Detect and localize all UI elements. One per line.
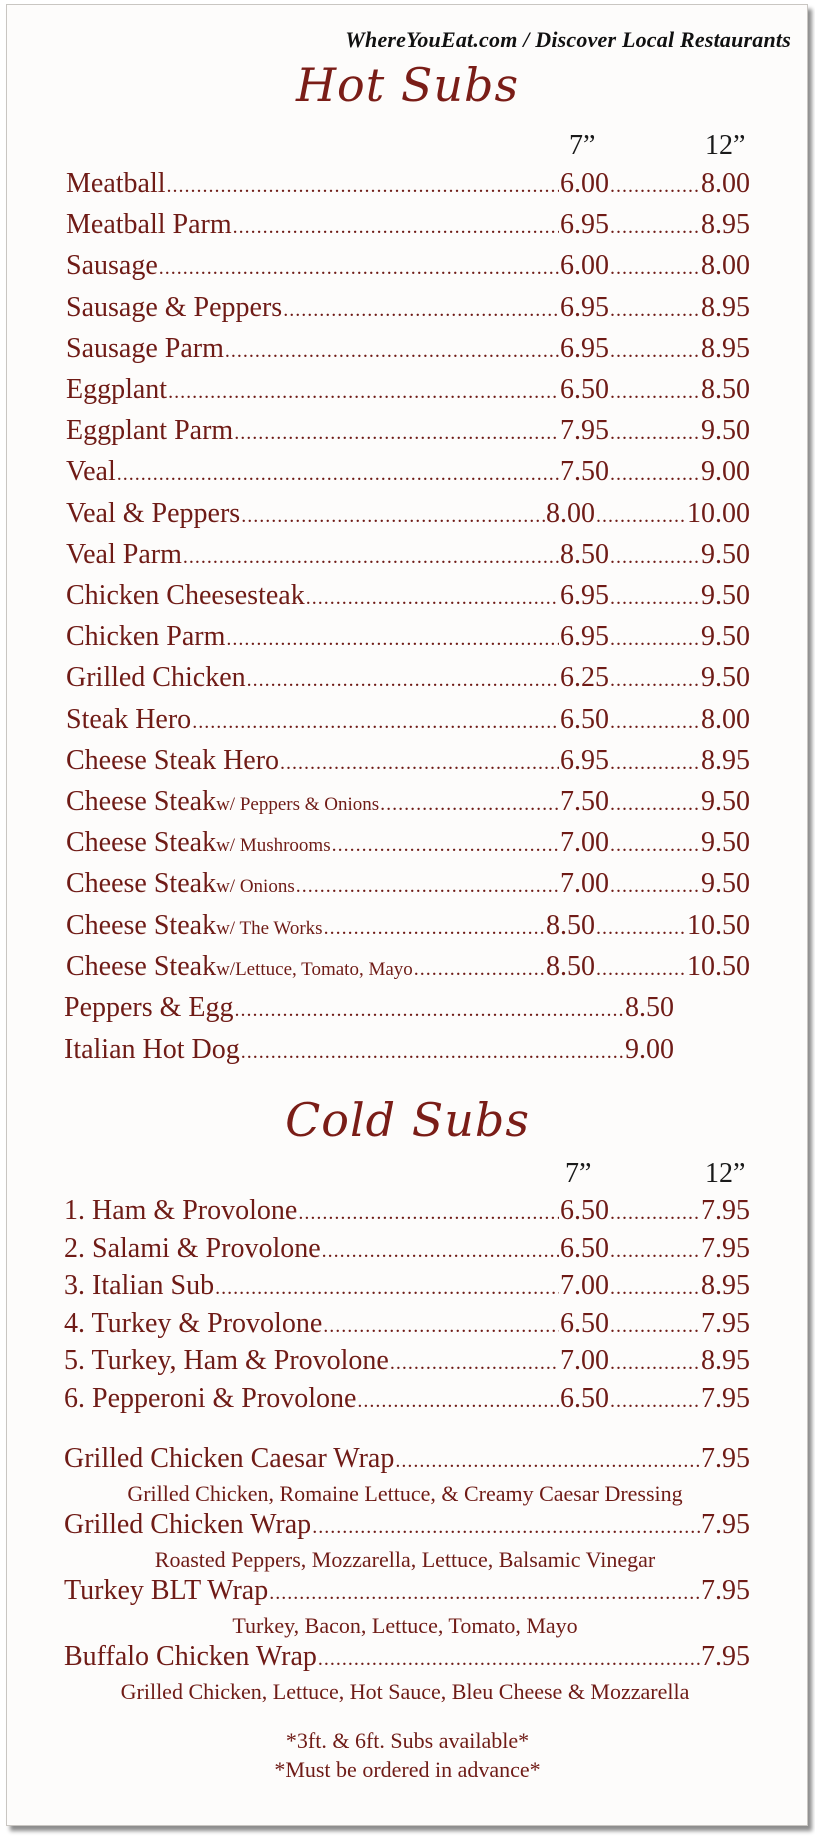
menu-item-row [64, 1345, 750, 1385]
menu-item-row [64, 992, 674, 1032]
dot-leader [610, 752, 700, 775]
item-name: Cheese Steak [66, 868, 217, 900]
item-name: Sausage [66, 250, 158, 282]
menu-item-row [66, 827, 750, 867]
item-name: Veal Parm [66, 538, 182, 570]
dot-leader [357, 1390, 559, 1413]
dot-leader [225, 340, 559, 363]
price-7in: 7.00 [560, 1345, 609, 1376]
menu-item-row [66, 745, 750, 785]
dot-leader [610, 1315, 700, 1338]
price-7in: 7.00 [560, 1270, 609, 1301]
dot-leader [610, 299, 700, 322]
dot-leader [610, 216, 700, 239]
dot-leader [610, 340, 700, 363]
cold-subs-title: Cold Subs [285, 1093, 530, 1147]
menu-item-row [66, 621, 750, 661]
dot-leader [596, 958, 686, 981]
dot-leader [234, 422, 559, 445]
menu-item-row [66, 250, 750, 290]
dot-leader [610, 669, 700, 692]
dot-leader [610, 546, 700, 569]
item-name: Cheese Steak [66, 950, 217, 982]
dot-leader [117, 463, 559, 486]
menu-item-row [66, 539, 750, 579]
menu-item-row [64, 1383, 750, 1423]
dot-leader [241, 1041, 624, 1064]
dot-leader [312, 1516, 700, 1539]
dot-leader [395, 1450, 700, 1473]
dot-leader [318, 1648, 700, 1671]
dot-leader [610, 1390, 700, 1413]
price-7in: 6.95 [560, 621, 609, 653]
dot-leader [247, 669, 559, 692]
item-name: 1. Ham & Provolone [64, 1195, 298, 1226]
price-7in: 6.50 [560, 374, 609, 405]
dot-leader [610, 381, 700, 404]
price-7in: 7.50 [560, 786, 609, 817]
dot-leader [159, 257, 559, 280]
price-12in: 8.00 [701, 250, 750, 282]
item-name: Steak Hero [66, 703, 192, 735]
dot-leader [323, 1315, 559, 1338]
item-name: 6. Pepperoni & Provolone [64, 1382, 357, 1414]
menu-item-row [64, 1233, 750, 1273]
price-12in: 7.95 [701, 1382, 750, 1414]
price-7in: 8.50 [546, 909, 595, 941]
price-7in: 6.00 [560, 168, 609, 199]
dot-leader [241, 505, 545, 528]
menu-item-row [66, 374, 750, 414]
cold-size-12-header: 12” [705, 1158, 746, 1189]
menu-item-row [64, 1034, 674, 1074]
item-name: Eggplant [66, 374, 168, 405]
wrap-description: Turkey, Bacon, Lettuce, Tomato, Mayo [232, 1613, 578, 1638]
price: 8.50 [625, 992, 674, 1023]
dot-leader [610, 1202, 700, 1225]
item-name: 4. Turkey & Provolone [64, 1307, 323, 1339]
menu-item-row [66, 580, 750, 620]
price-7in: 6.95 [560, 332, 609, 364]
dot-leader [390, 1352, 559, 1375]
footnote-order-advance: *Must be ordered in advance* [274, 1757, 541, 1782]
price-12in: 8.95 [701, 209, 750, 241]
dot-leader [215, 1277, 559, 1300]
price-7in: 7.95 [560, 415, 609, 447]
dot-leader [298, 1202, 559, 1225]
dot-leader [235, 999, 624, 1022]
price-12in: 8.95 [701, 1345, 750, 1376]
menu-item-row [66, 209, 750, 249]
site-watermark: WhereYouEat.com / Discover Local Restaurants [345, 27, 791, 52]
wrap-row [64, 1641, 750, 1681]
price-7in: 8.00 [546, 497, 595, 529]
price-12in: 8.95 [701, 744, 750, 776]
price-7in: 6.25 [560, 662, 609, 694]
wrap-description: Grilled Chicken, Romaine Lettuce, & Creamy Caesar Dressing [127, 1481, 683, 1506]
dot-leader [610, 711, 700, 734]
menu-item-row [64, 1195, 750, 1235]
wrap-name: Turkey BLT Wrap [64, 1575, 269, 1606]
item-name: Italian Hot Dog [64, 1033, 240, 1065]
item-name: Cheese Steak [66, 827, 217, 859]
price-12in: 8.00 [701, 168, 750, 199]
dot-leader [332, 834, 559, 857]
wrap-row [64, 1575, 750, 1615]
dot-leader [610, 875, 700, 898]
price-12in: 9.50 [701, 415, 750, 447]
item-name: Chicken Parm [66, 621, 226, 653]
menu-item-row [66, 168, 750, 208]
price-12in: 9.50 [701, 538, 750, 570]
item-name: 5. Turkey, Ham & Provolone [64, 1345, 389, 1376]
dot-leader [269, 1582, 700, 1605]
price-12in: 7.95 [701, 1307, 750, 1339]
footnote-subs-available: *3ft. & 6ft. Subs available* [285, 1728, 530, 1753]
dot-leader [610, 257, 700, 280]
price-7in: 8.50 [560, 538, 609, 570]
menu-item-row [64, 1270, 750, 1310]
price-7in: 6.95 [560, 209, 609, 241]
item-name: Peppers & Egg [64, 992, 234, 1023]
dot-leader [192, 711, 559, 734]
item-name: Cheese Steak [66, 909, 217, 941]
wrap-description: Roasted Peppers, Mozzarella, Lettuce, Balsamic Vinegar [154, 1547, 656, 1572]
hot-size-7-header: 7” [569, 130, 596, 161]
item-name: 2. Salami & Provolone [64, 1232, 321, 1264]
price: 9.00 [625, 1033, 674, 1065]
item-name: Grilled Chicken [66, 662, 246, 694]
dot-leader [610, 1240, 700, 1263]
item-name: Sausage & Peppers [66, 291, 283, 323]
price-7in: 7.50 [560, 456, 609, 488]
item-name: Cheese Steak Hero [66, 744, 280, 776]
menu-item-row [66, 662, 750, 702]
dot-leader [380, 793, 559, 816]
wrap-name: Grilled Chicken Caesar Wrap [64, 1443, 395, 1474]
price-12in: 7.95 [701, 1195, 750, 1226]
item-name: Sausage Parm [66, 332, 224, 364]
item-name: Veal [66, 456, 116, 488]
dot-leader [322, 1240, 559, 1263]
price-12in: 10.00 [687, 497, 750, 529]
dot-leader [296, 875, 559, 898]
dot-leader [610, 793, 700, 816]
price-7in: 6.00 [560, 250, 609, 282]
menu-item-row [64, 1308, 750, 1348]
dot-leader [283, 299, 559, 322]
price-7in: 6.50 [560, 1195, 609, 1226]
dot-leader [183, 546, 559, 569]
item-name: Chicken Cheesesteak [66, 580, 305, 611]
dot-leader [414, 958, 545, 981]
wrap-row [64, 1443, 750, 1483]
menu-item-row [66, 951, 750, 991]
item-name: Cheese Steak [66, 786, 217, 817]
item-name: Meatball Parm [66, 209, 232, 241]
price-12in: 8.95 [701, 332, 750, 364]
price-12in: 10.50 [687, 909, 750, 941]
price-12in: 9.50 [701, 868, 750, 900]
price-7in: 6.95 [560, 580, 609, 611]
dot-leader [610, 628, 700, 651]
price-12in: 9.00 [701, 456, 750, 488]
item-name: 3. Italian Sub [64, 1270, 215, 1301]
price-12in: 9.50 [701, 662, 750, 694]
price-7in: 6.50 [560, 1382, 609, 1414]
hot-subs-title: Hot Subs [295, 58, 520, 112]
dot-leader [324, 917, 545, 940]
price-7in: 8.50 [546, 950, 595, 982]
hot-size-12-header: 12” [705, 130, 746, 161]
dot-leader [596, 505, 686, 528]
wrap-row [64, 1509, 750, 1549]
price-12in: 8.95 [701, 1270, 750, 1301]
price-7in: 6.95 [560, 744, 609, 776]
price-12in: 10.50 [687, 950, 750, 982]
dot-leader [596, 917, 686, 940]
item-name: Eggplant Parm [66, 415, 234, 447]
wrap-price: 7.95 [701, 1443, 750, 1474]
dot-leader [226, 628, 559, 651]
item-note: w/Lettuce, Tomato, Mayo [216, 958, 413, 980]
dot-leader [610, 422, 700, 445]
price-7in: 6.95 [560, 291, 609, 323]
price-12in: 8.00 [701, 703, 750, 735]
dot-leader [233, 216, 559, 239]
item-name: Meatball [66, 168, 166, 199]
cold-size-7-header: 7” [565, 1158, 592, 1189]
menu-item-row [66, 333, 750, 373]
dot-leader [610, 1277, 700, 1300]
dot-leader [610, 175, 700, 198]
dot-leader [610, 834, 700, 857]
menu-item-row [66, 415, 750, 455]
price-7in: 6.50 [560, 703, 609, 735]
wrap-price: 7.95 [701, 1575, 750, 1606]
item-note: w/ The Works [216, 917, 323, 939]
dot-leader [280, 752, 559, 775]
price-12in: 8.95 [701, 291, 750, 323]
menu-item-row [66, 868, 750, 908]
dot-leader [306, 587, 559, 610]
item-note: w/ Peppers & Onions [216, 794, 380, 815]
item-note: w/ Onions [216, 876, 295, 898]
price-12in: 7.95 [701, 1232, 750, 1264]
wrap-name: Grilled Chicken Wrap [64, 1509, 312, 1540]
dot-leader [167, 175, 559, 198]
menu-item-row [66, 498, 750, 538]
price-12in: 8.50 [701, 374, 750, 405]
price-12in: 9.50 [701, 580, 750, 611]
dot-leader [610, 1352, 700, 1375]
price-12in: 9.50 [701, 827, 750, 859]
menu-item-row [66, 292, 750, 332]
dot-leader [168, 381, 559, 404]
price-7in: 7.00 [560, 827, 609, 859]
price-12in: 9.50 [701, 621, 750, 653]
menu-item-row [66, 456, 750, 496]
menu-item-row [66, 786, 750, 826]
item-note: w/ Mushrooms [216, 835, 331, 857]
price-12in: 9.50 [701, 786, 750, 817]
price-7in: 6.50 [560, 1307, 609, 1339]
menu-item-row [66, 704, 750, 744]
wrap-price: 7.95 [701, 1641, 750, 1672]
dot-leader [610, 587, 700, 610]
wrap-description: Grilled Chicken, Lettuce, Hot Sauce, Bleu Cheese & Mozzarella [120, 1679, 690, 1704]
price-7in: 6.50 [560, 1232, 609, 1264]
item-name: Veal & Peppers [66, 497, 241, 529]
wrap-name: Buffalo Chicken Wrap [64, 1641, 317, 1672]
dot-leader [610, 463, 700, 486]
menu-item-row [66, 910, 750, 950]
price-7in: 7.00 [560, 868, 609, 900]
wrap-price: 7.95 [701, 1509, 750, 1540]
